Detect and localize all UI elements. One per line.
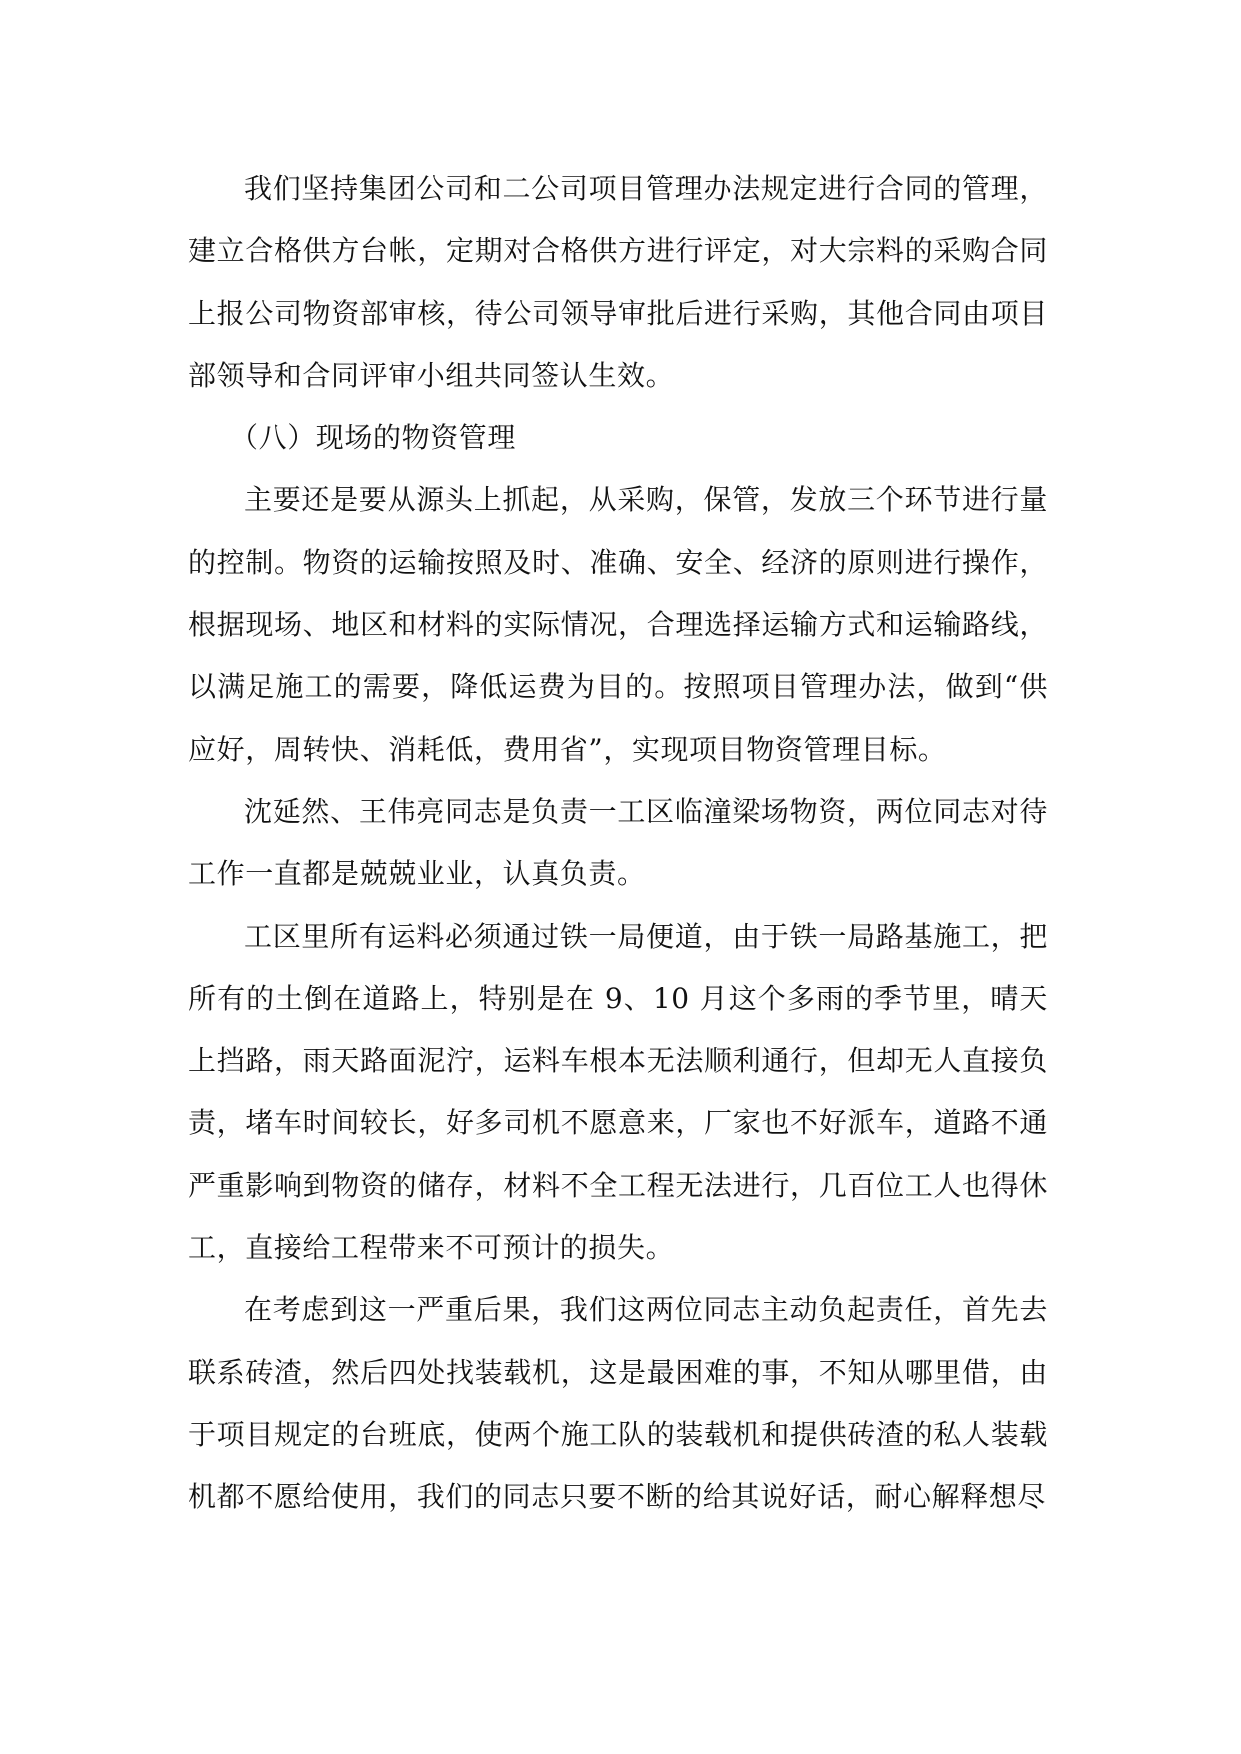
paragraph-contract-management: 我们坚持集团公司和二公司项目管理办法规定进行合同的管理，建立合格供方台帐，定期对合格供方进行评定，对大宗料的采购合同上报公司物资部审核，待公司领导审批后进行采购，其他合同由项目部领导和合同评审小组共同签认生效。 <box>188 172 1048 392</box>
paragraph-road-problem: 工区里所有运料必须通过铁一局便道，由于铁一局路基施工，把所有的土倒在道路上，特别是在 9、10 月这个多雨的季节里，晴天上挡路，雨天路面泥泞，运料车根本无法顺利通行，但却无人直接负责，堵车时间较长，好多司机不愿意来，厂家也不好派车，道路不通严重影响到物资的储存，材料不全工程无法进行，几百位工人也得休工，直接给工程带来不可预计的损失。 <box>188 919 1048 1265</box>
section-heading-material-management: （八）现场的物资管理 <box>230 421 517 455</box>
paragraph-staff-responsibility: 沈延然、王伟亮同志是负责一工区临潼梁场物资，两位同志对待工作一直都是兢兢业业，认真负责。 <box>188 794 1048 891</box>
paragraph-solution-effort: 在考虑到这一严重后果，我们这两位同志主动负起责任，首先去联系砖渣，然后四处找装载机，这是最困难的事，不知从哪里借，由于项目规定的台班底，使两个施工队的装载机和提供砖渣的私人装载机都不愿给使用，我们的同志只要不断的给其说好话，耐心解释想尽 <box>188 1293 1048 1514</box>
paragraph-material-control: 主要还是要从源头上抓起，从采购，保管，发放三个环节进行量的控制。物资的运输按照及时、准确、安全、经济的原则进行操作，根据现场、地区和材料的实际情况，合理选择运输方式和运输路线，以满足施工的需要，降低运费为目的。按照项目管理办法，做到“供应好，周转快、消耗低，费用省”，实现项目物资管理目标。 <box>188 483 1048 766</box>
document-body <box>188 158 1048 1529</box>
